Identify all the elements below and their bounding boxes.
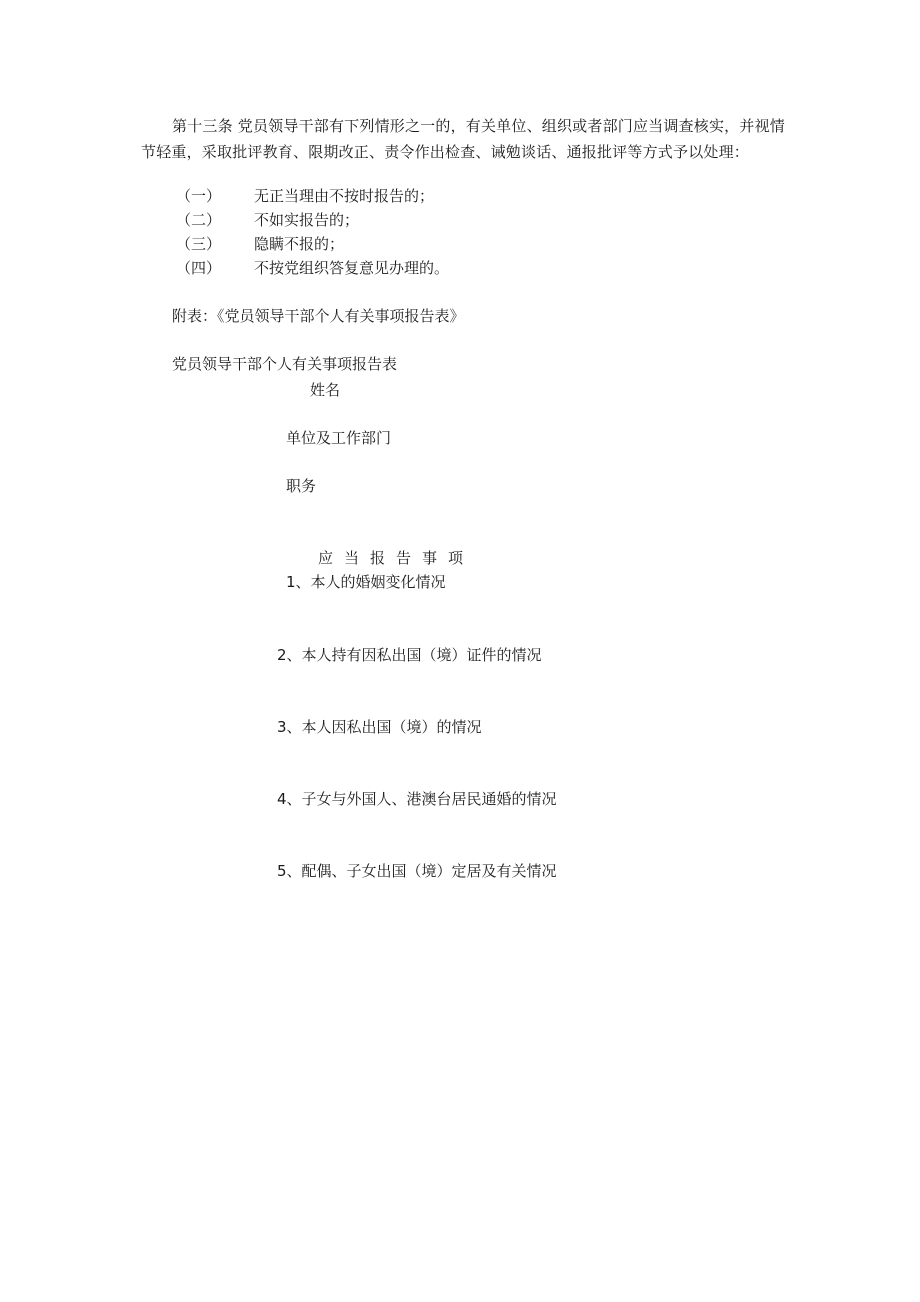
name-label: 姓名 — [310, 381, 341, 399]
clause-text: 无正当理由不按时报告的； — [254, 187, 435, 205]
form-title: 党员领导干部个人有关事项报告表 — [172, 355, 398, 373]
section-heading: 应当报告事项 — [318, 549, 475, 567]
unit-label: 单位及工作部门 — [286, 429, 392, 447]
report-item: 5、配偶、子女出国（境）定居及有关情况 — [277, 862, 557, 880]
clause-item — [176, 208, 359, 232]
clause-text: 不按党组织答复意见办理的。 — [254, 259, 450, 277]
clause-text: 不如实报告的； — [254, 211, 360, 229]
report-item: 4、子女与外国人、港澳台居民通婚的情况 — [277, 790, 557, 808]
clause-item — [176, 184, 434, 208]
article-paragraph: 第十三条 党员领导干部有下列情形之一的，有关单位、组织或者部门应当调查核实，并视情节轻重，采取批评教育、限期改正、责令作出检查、诫勉谈话、通报批评等方式予以处理： — [141, 117, 785, 161]
clause-number: （二） — [176, 211, 222, 229]
clause-item — [176, 232, 344, 256]
clause-text: 隐瞒不报的； — [254, 235, 345, 253]
report-item: 1、本人的婚姻变化情况 — [286, 573, 446, 591]
clause-number: （一） — [176, 187, 222, 205]
clause-number: （四） — [176, 259, 222, 277]
attachment-note: 附表：《党员领导干部个人有关事项报告表》 — [172, 307, 465, 325]
position-label: 职务 — [286, 477, 317, 495]
report-item: 2、本人持有因私出国（境）证件的情况 — [277, 646, 542, 664]
clause-number: （三） — [176, 235, 222, 253]
report-item: 3、本人因私出国（境）的情况 — [277, 718, 482, 736]
clause-item — [176, 256, 449, 280]
